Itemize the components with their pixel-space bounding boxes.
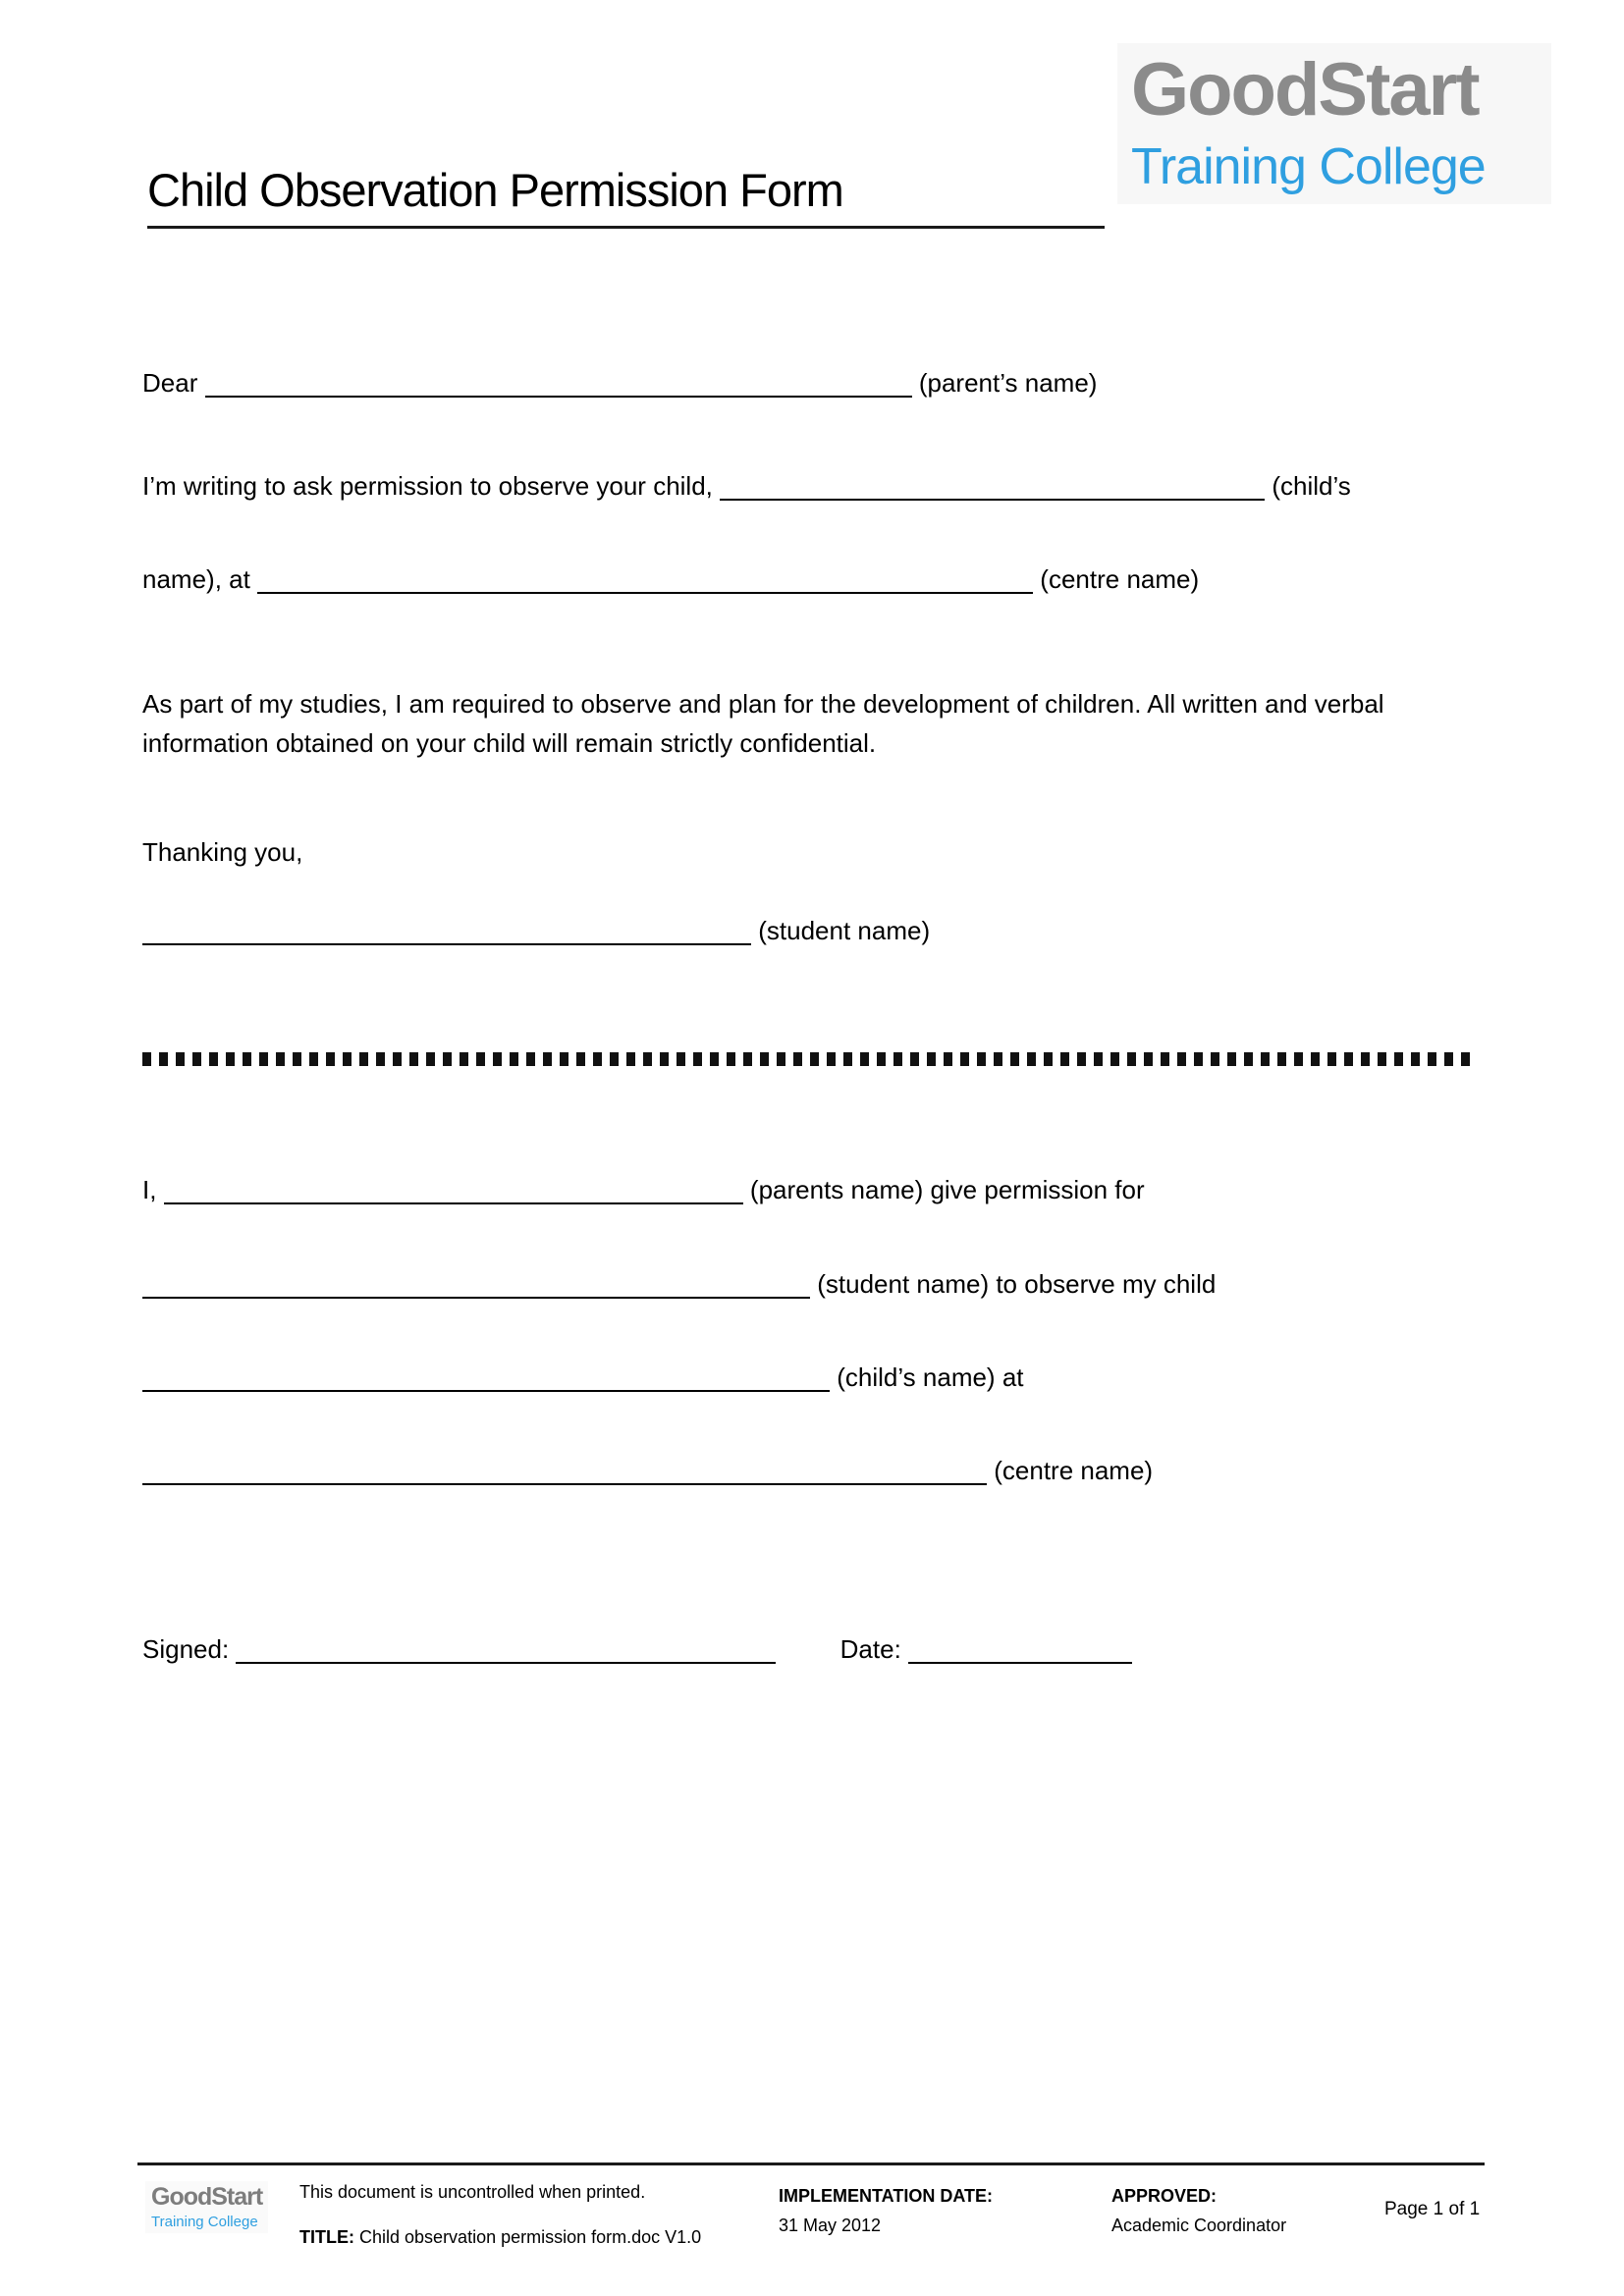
closing-line: Thanking you, (142, 837, 303, 867)
dear-suffix: (parent’s name) (918, 368, 1098, 398)
date-label: Date: (839, 1634, 901, 1664)
at-suffix: (centre name) (1040, 564, 1200, 594)
footer-logo-subtitle-text: Training College (151, 2214, 258, 2230)
slip-centre-suffix: (centre name) (994, 1456, 1154, 1485)
student-suffix: (student name) (758, 916, 931, 945)
footer-approved-label: APPROVED: (1111, 2186, 1218, 2206)
parent-name-blank (205, 394, 912, 398)
child-name-blank (720, 497, 1265, 501)
date-blank (908, 1660, 1132, 1664)
student-name-line (142, 913, 930, 948)
centre-line (142, 561, 1199, 597)
footer-title-row (299, 2226, 761, 2248)
slip-i-suffix: (parents name) give permission for (749, 1175, 1145, 1204)
page-title: Child Observation Permission Form (147, 163, 1105, 229)
signed-label: Signed: (142, 1634, 230, 1664)
page-number: Page 1 of 1 (1384, 2199, 1481, 2219)
footer-implementation-value: 31 May 2012 (779, 2216, 882, 2235)
goodstart-logo (1117, 43, 1551, 204)
signature-line (142, 1631, 1132, 1667)
dear-prefix: Dear (142, 368, 198, 398)
slip-child-suffix: (child’s name) at (837, 1362, 1024, 1392)
footer-approved-value: Academic Coordinator (1111, 2216, 1287, 2235)
ask-suffix: (child’s (1272, 471, 1351, 501)
slip-child-name-blank (142, 1388, 830, 1392)
dotted-divider (142, 1052, 1478, 1066)
footer-uncontrolled-note: This document is uncontrolled when printed. (299, 2182, 646, 2202)
slip-parent-line (142, 1172, 1145, 1207)
slip-student-name-blank (142, 1295, 810, 1299)
footer-goodstart-logo (145, 2181, 268, 2233)
footer-logo-brand-text: GoodStart (151, 2183, 263, 2211)
footer-document-info (299, 2181, 761, 2248)
footer-title-value: Child observation permission form.doc V1.0 (359, 2227, 702, 2247)
dear-line (142, 365, 1097, 400)
ask-prefix: I’m writing to ask permission to observe your child, (142, 471, 713, 501)
student-name-blank (142, 941, 751, 945)
slip-i-prefix: I, (142, 1175, 157, 1204)
studies-paragraph: As part of my studies, I am required to observe and plan for the development of children. All written and verbal information obtained on your child will remain strictly confidential. (142, 689, 1384, 758)
slip-centre-line (142, 1453, 1153, 1488)
ask-permission-line (142, 468, 1351, 504)
footer-title-label: TITLE: (299, 2227, 354, 2247)
signature-blank (236, 1660, 776, 1664)
slip-child-line (142, 1360, 1024, 1395)
footer-divider (137, 2163, 1485, 2165)
slip-student-suffix: (student name) to observe my child (817, 1269, 1217, 1299)
footer-implementation-label: IMPLEMENTATION DATE: (779, 2186, 993, 2206)
logo-subtitle-text: Training College (1131, 138, 1486, 195)
logo-brand-text: GoodStart (1131, 48, 1479, 132)
footer-implementation-block (779, 2185, 1103, 2236)
centre-name-blank (257, 590, 1033, 594)
footer-approved-block (1111, 2185, 1367, 2236)
slip-student-line (142, 1266, 1216, 1302)
slip-parent-name-blank (164, 1201, 743, 1204)
slip-centre-name-blank (142, 1481, 987, 1485)
at-prefix: name), at (142, 564, 250, 594)
